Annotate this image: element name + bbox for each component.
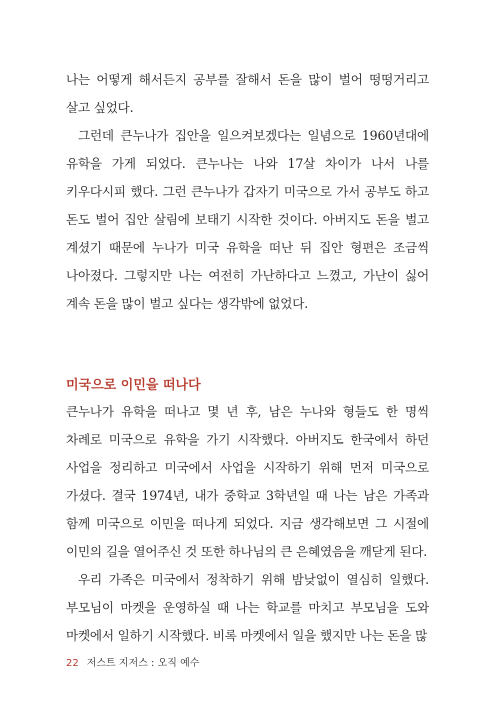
paragraph-1: 나는 어떻게 해서든지 공부를 잘해서 돈을 많이 벌어 떵떵거리고 살고 싶었다. [66, 72, 429, 115]
section-heading: 미국으로 이민을 떠나다 [66, 378, 201, 393]
section-body [66, 398, 429, 650]
page-body [66, 66, 429, 650]
paragraph-4: 우리 가족은 미국에서 정착하기 위해 밤낮없이 열심히 일했다. 부모님이 마켓을 운영하실 때 나는 학교를 마치고 부모님을 도와 마켓에서 일하기 시작했다. 비록 마켓에서 일을 했지만 나는 돈을 많 [66, 572, 429, 643]
page-footer [66, 654, 199, 669]
paragraph-2: 그런데 큰누나가 집안을 일으켜보겠다는 일념으로 1960년대에 유학을 가게 되었다. 큰누나는 나와 17살 차이가 나서 나를 키우다시피 했다. 그런 큰누나가 갑자기 미국으로 가서 공부도 하고 돈도 벌어 집안 살림에 보태기 시작한 것이다. 아버지도 돈을 벌고 계셨기 때문에 누나가 미국 유학을 떠난 뒤 집안 형편은 조금씩 나아졌다. 그렇지만 나는 여전히 가난하다고 느꼈고, 가난이 싫어 계속 돈을 많이 벌고 싶다는 생각밖에 없었다. [66, 128, 429, 311]
paragraph-3: 큰누나가 유학을 떠나고 몇 년 후, 남은 누나와 형들도 한 명씩 차례로 미국으로 유학을 가기 시작했다. 아버지도 한국에서 하던 사업을 정리하고 미국에서 사업을 시작하기 위해 먼저 미국으로 가셨다. 결국 1974년, 내가 중학교 3학년일 때 나는 남은 가족과 함께 미국으로 이민을 떠나게 되었다. 지금 생각해보면 그 시절에 이민의 길을 열어주신 것 또한 하나님의 큰 은혜였음을 깨닫게 된다. [66, 404, 429, 559]
running-title: 저스트 지저스 : 오직 예수 [86, 658, 200, 669]
page-number: 22 [66, 658, 79, 669]
